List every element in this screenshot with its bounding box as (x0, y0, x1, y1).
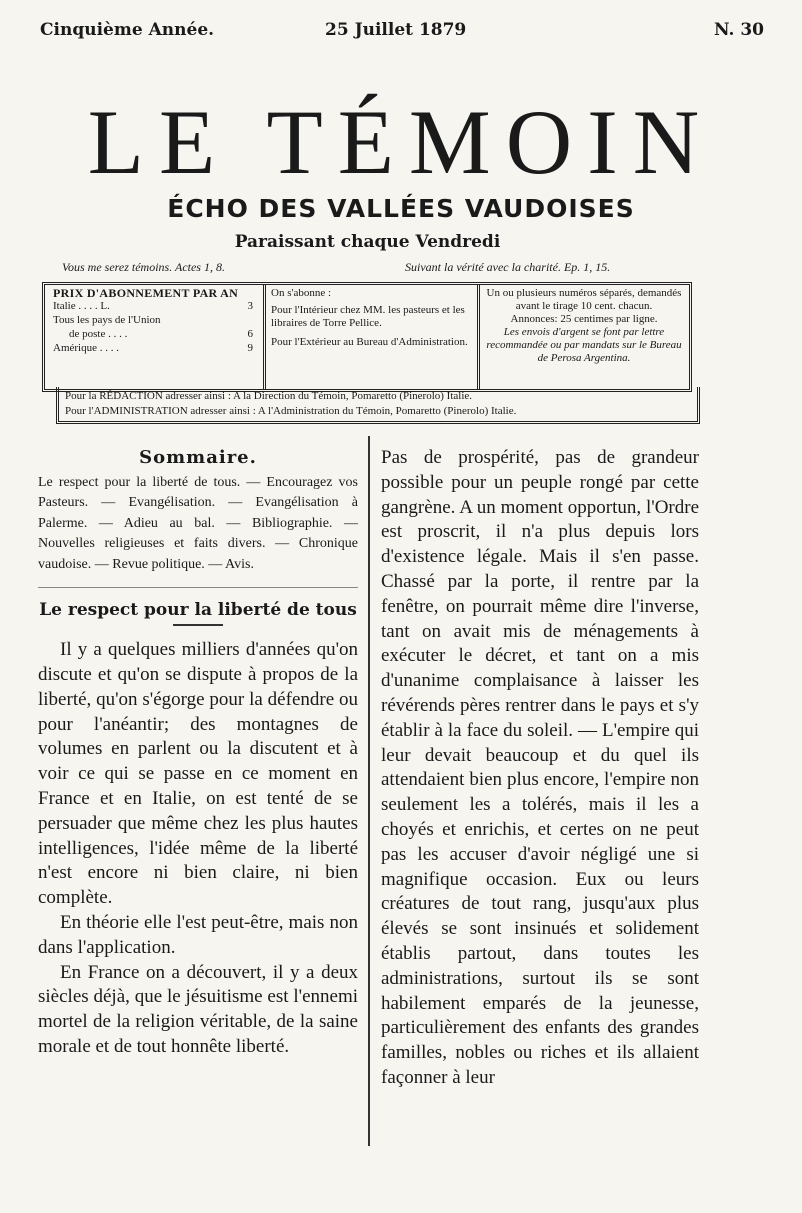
subscription-info-box (42, 282, 692, 392)
issue-header (40, 20, 764, 48)
issues-notice: Un ou plusieurs numéros séparés, demandés avant le tirage 10 cent. chacun. (486, 287, 682, 312)
article-paragraph: En France on a découvert, il y a deux siècles déjà, que le jésuitisme est l'ennemi mortel de la religion véritable, de la saine morale et de tout honnête liberté. (38, 961, 358, 1058)
price-row: Tous les pays de l'Union (53, 314, 161, 326)
notices (485, 287, 683, 365)
administration-address: Pour l'ADMINISTRATION adresser ainsi : A l'Administration du Témoin, Pomaretto (Pinerolo) Italie. (65, 405, 517, 417)
box-divider (263, 285, 266, 389)
masthead-subtitle: ÉCHO DES VALLÉES VAUDOISES (167, 194, 635, 223)
article-paragraph: Il y a quelques milliers d'années qu'on discute et qu'on se dispute à propos de la liberté, qu'on s'égorge pour la défendre ou pour l'anéantir; des montagnes de volumes en parlent ou la discutent et à voir ce qui se passe en ce moment en France et en Italie, on est tenté de se persuader que même chez les plus hautes intelligences, l'idée même de la liberté n'est encore ni bien claire, ni bien complète. (38, 639, 358, 909)
redaction-address: Pour la RÉDACTION adresser ainsi : A la Direction du Témoin, Pomaretto (Pinerolo) Italie. (65, 390, 473, 402)
left-column (38, 446, 358, 1060)
issue-number: N. 30 (714, 20, 764, 40)
masthead-title: LE TÉMOIN (87, 91, 715, 193)
article-paragraph: En théorie elle l'est peut-être, mais non dans l'application. (38, 912, 358, 958)
title-dash (173, 624, 223, 626)
issue-year: Cinquième Année. (40, 20, 215, 40)
sommaire-text: Le respect pour la liberté de tous. — Encouragez vos Pasteurs. — Evangélisation. — Evangélisation à Palerme. — Adieu au bal. — Bibliographie. — Nouvelles religieuses et faits divers. — Chronique vaudoise. — Revue politique. — Avis. (38, 474, 358, 572)
subscription-locations (271, 287, 479, 349)
article-title: Le respect pour la liberté de tous (39, 600, 357, 621)
ads-notice: Annonces: 25 centimes par ligne. (510, 313, 658, 325)
issue-date: 25 Juillet 1879 (325, 20, 467, 40)
money-notice: Les envois d'argent se font par lettre recommandée ou par mandats sur le Bureau de Perosa Argentina. (486, 326, 682, 364)
right-column (381, 446, 699, 1091)
subscription-prices (53, 287, 261, 356)
periodicity-line: Paraissant chaque Vendredi (234, 232, 501, 252)
interior-subscription: Pour l'Intérieur chez MM. les pasteurs et les libraires de Torre Pellice. (271, 304, 465, 329)
prices-heading: PRIX D'ABONNEMENT PAR AN (53, 286, 239, 300)
column-divider (368, 436, 370, 1146)
locations-heading: On s'abonne : (271, 287, 332, 299)
sommaire-title: Sommaire. (139, 447, 257, 468)
price-row: de poste . . . . 6 (69, 328, 253, 340)
price-row: Amérique . . . . 9 (53, 342, 253, 354)
price-row: Italie . . . . L. 3 (53, 300, 253, 312)
contact-addresses (56, 387, 700, 424)
article-paragraph: Pas de prospérité, pas de grandeur possible pour un peuple rongé par cette gangrène. A un moment opportun, l'Ordre est proscrit, il n'a plus depuis lors d'existence légale. Mais il s'en passe. Chassé par la porte, il rentre par la fenêtre, on pourrait même dire l'inverse, tant on avait mis de ménagements à exécuter le décret, et tant on a mis d'unanime complaisance à laisser les révérends pères rentrer dans le pays et s'y établir à la face du soleil. — L'empire qui leur devait beaucoup et du quel ils attendaient bien plus encore, l'empire non seulement les a tolérés, mais il les a choyés et enrichis, et certes on ne peut pas les accuser d'avoir négligé une si magnifique occasion. Eux ou leurs créatures de tout rang, jusqu'aux plus élevés se sont insinués et solidement établis partout, dans toutes les administrations, surtout ils se sont habilement emparés de la jeunesse, particulièrement des enfants des grandes familles, nobles ou riches et ils allaient façonner à leur (381, 447, 699, 1088)
exterior-subscription: Pour l'Extérieur au Bureau d'Administration. (271, 336, 468, 348)
section-divider (38, 587, 358, 588)
motto-left: Vous me serez témoins. Actes 1, 8. (62, 260, 225, 274)
motto-right: Suivant la vérité avec la charité. Ep. 1, 15. (405, 260, 611, 274)
